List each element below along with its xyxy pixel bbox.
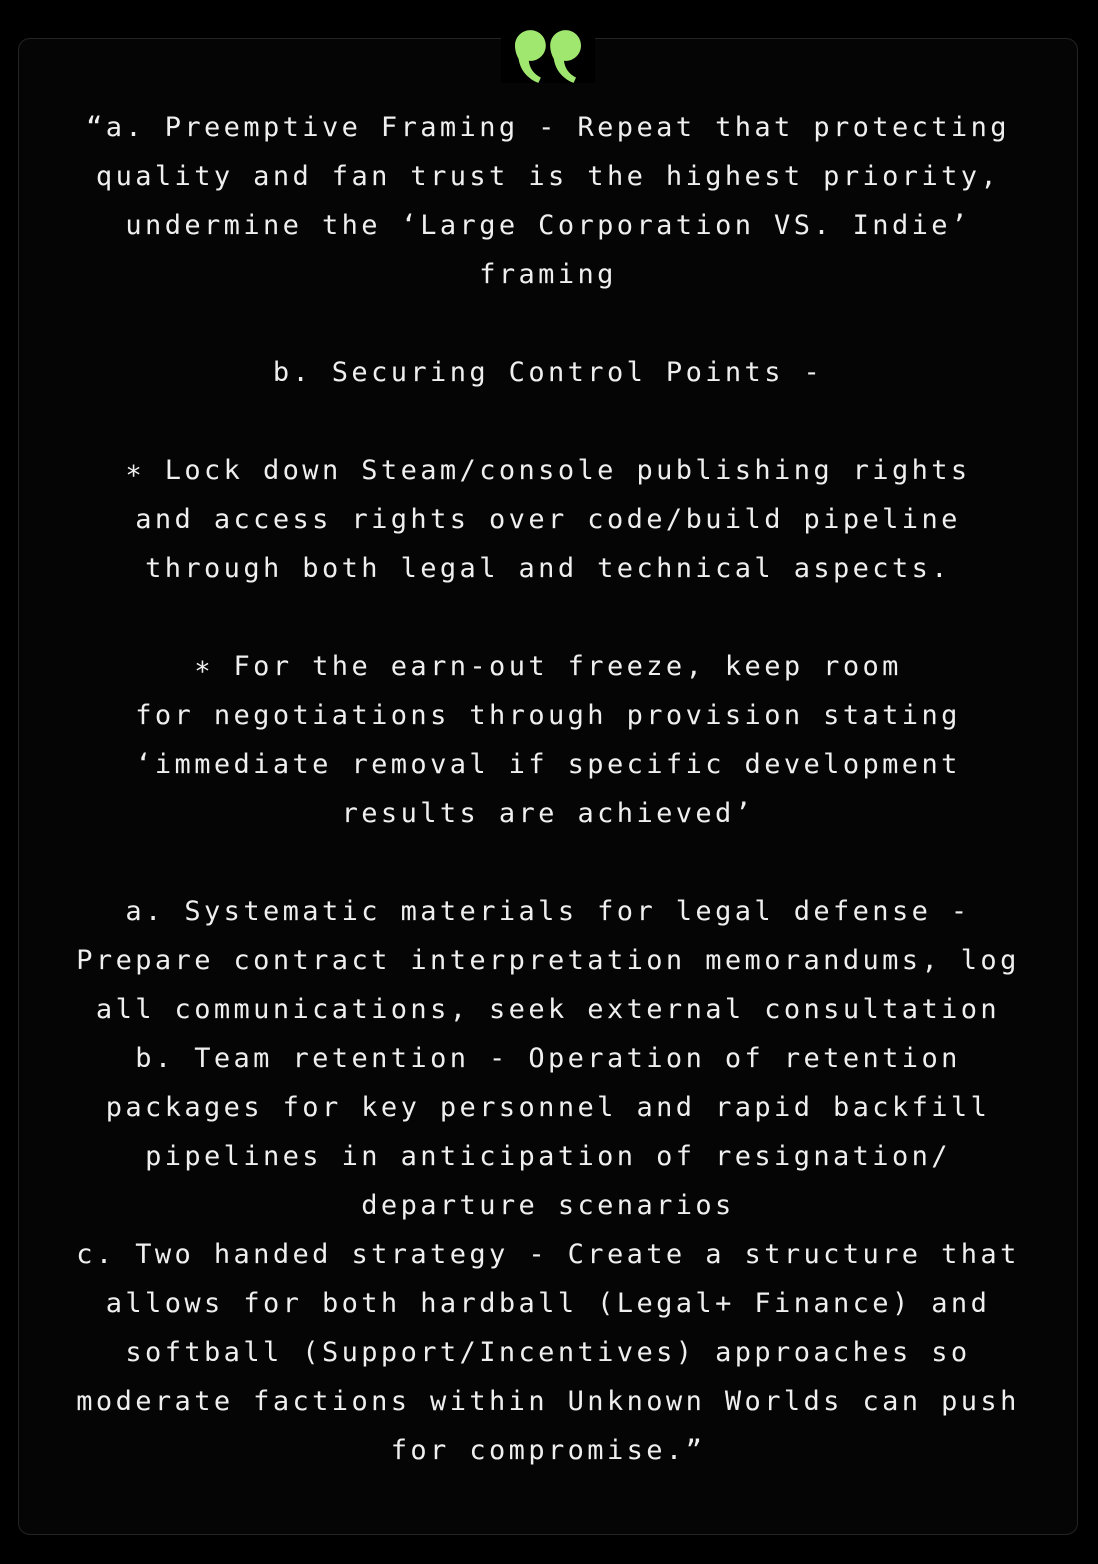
quote-line: framing [479, 259, 617, 290]
quote-line [19, 397, 1077, 446]
opening-quotation-marks-glyph [515, 30, 581, 83]
quote-text [19, 103, 1077, 1475]
quote-line [19, 593, 1077, 642]
quote-line: ‘immediate removal if specific development [135, 749, 961, 780]
quote-line: and access rights over code/build pipeline [135, 504, 961, 535]
quote-line: b. Team retention - Operation of retention [135, 1043, 961, 1074]
quote-card [18, 38, 1078, 1535]
quote-line: “a. Preemptive Framing - Repeat that protecting [86, 112, 1010, 143]
quote-line: ∗ Lock down Steam/console publishing rights [125, 455, 971, 486]
quote-line: quality and fan trust is the highest priority, [95, 161, 1001, 192]
quote-line: for negotiations through provision stating [135, 700, 961, 731]
quote-line: through both legal and technical aspects. [145, 553, 951, 584]
quote-line: departure scenarios [361, 1190, 735, 1221]
quote-line: ∗ For the earn-out freeze, keep room [194, 651, 902, 682]
quote-line [19, 299, 1077, 348]
quote-line: for compromise.” [390, 1435, 706, 1466]
opening-quotation-marks-icon [501, 30, 595, 83]
quote-comma-left [515, 30, 546, 83]
quote-line: b. Securing Control Points - [272, 357, 824, 388]
quote-line [19, 838, 1077, 887]
quote-line: allows for both hardball (Legal+ Finance) and [105, 1288, 991, 1319]
quote-line: softball (Support/Incentives) approaches so [125, 1337, 971, 1368]
quote-line: undermine the ‘Large Corporation VS. Indie’ [125, 210, 971, 241]
quote-line: a. Systematic materials for legal defense - [125, 896, 971, 927]
quote-line: packages for key personnel and rapid backfill [105, 1092, 991, 1123]
quote-line: c. Two handed strategy - Create a structure that [76, 1239, 1020, 1270]
quote-line: pipelines in anticipation of resignation/ [145, 1141, 951, 1172]
quote-comma-right [550, 30, 581, 83]
quote-line: Prepare contract interpretation memorandums, log [76, 945, 1020, 976]
quote-line: results are achieved’ [341, 798, 755, 829]
quote-line: all communications, seek external consultation [95, 994, 1001, 1025]
quote-line: moderate factions within Unknown Worlds can push [76, 1386, 1020, 1417]
